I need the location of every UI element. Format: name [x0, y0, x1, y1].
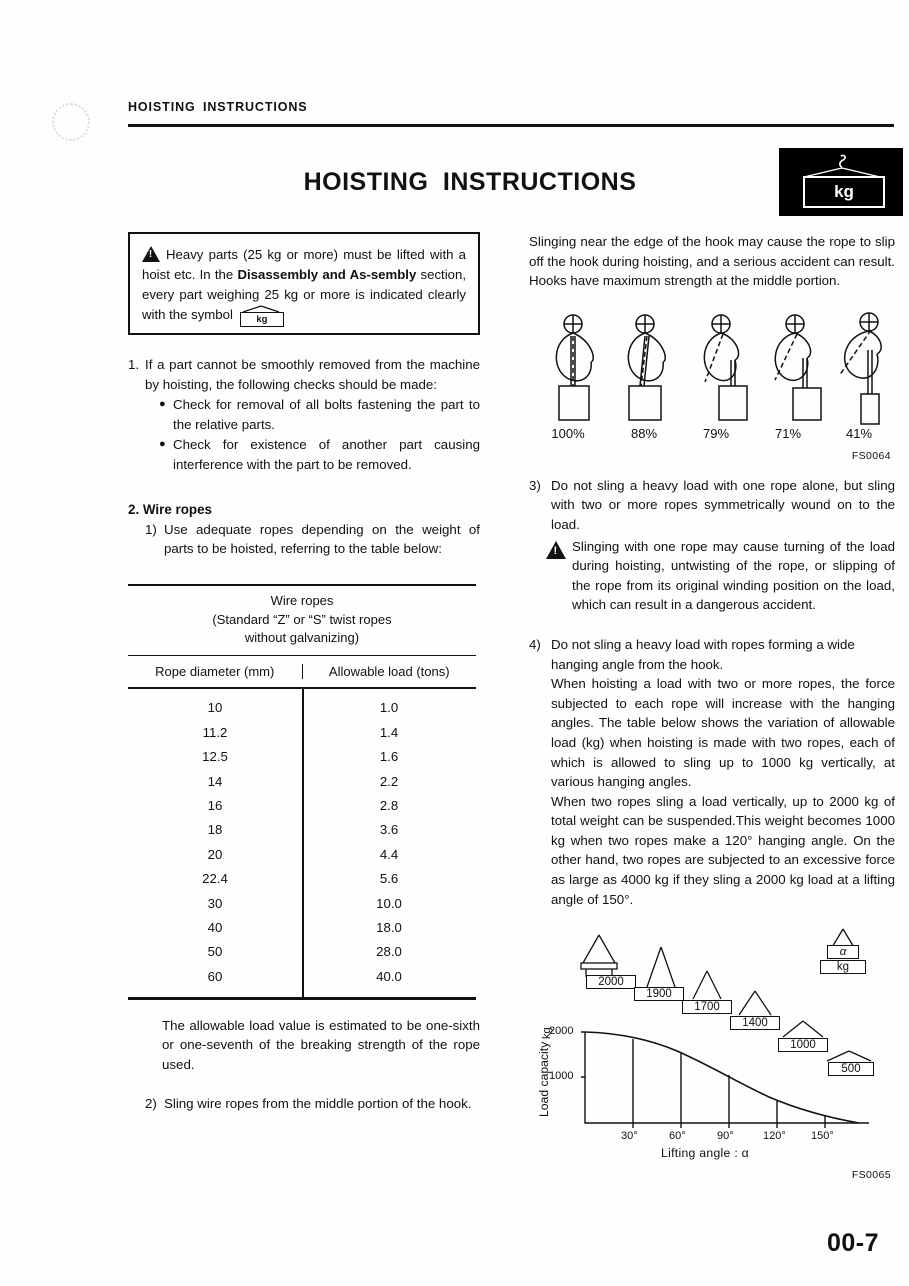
warning-text-part1: Heavy parts (25 kg or more) must be lifted with a hoist etc. In the [142, 247, 466, 282]
list-item-4-para-2: When hoisting a load with two or more ropes, the force subjected to each rope will increase with the hanging angles. The table below shows the variation of allowable load (kg) when hoisting is made with two ropes, each of which is allowed to sling up to 1000 kg vertically, at various hanging angles. [551, 676, 895, 790]
inline-kg-symbol [237, 305, 285, 325]
cell-diameter: 18 [207, 822, 223, 838]
load-capacity-chart [529, 927, 895, 1182]
legend-angle-label: α [827, 945, 859, 959]
page-title: HOISTING INSTRUCTIONS [303, 168, 637, 196]
one-rope-warning [529, 537, 895, 615]
legend-unit-label: kg [820, 960, 866, 974]
cell-diameter: 14 [207, 773, 223, 789]
sub-item-2-1-number: 1) [145, 521, 157, 537]
kg-badge-label: kg [803, 176, 885, 208]
warning-bold-1: Disassembly and As- [237, 267, 371, 282]
hook-percent-label: 41% [845, 425, 873, 441]
list-item-1-number: 1. [128, 357, 140, 372]
figure-code-fs0064: FS0064 [851, 449, 891, 462]
cell-load: 5.6 [379, 871, 399, 887]
cell-load: 2.2 [379, 773, 399, 789]
load-label-30deg: 1900 [634, 987, 684, 1001]
warning-triangle-icon [142, 246, 160, 262]
cell-diameter: 10 [207, 700, 223, 716]
table-column-divider [302, 689, 304, 997]
list-item-4-number: 4) [529, 636, 541, 652]
warning-triangle-icon-2 [546, 537, 572, 615]
figure-code-fs0065: FS0065 [851, 1169, 891, 1182]
x-tick-150: 150° [811, 1130, 834, 1143]
load-label-90deg: 1400 [730, 1016, 780, 1030]
table-caption-line-1: Wire ropes [270, 593, 334, 609]
load-label-120deg: 1000 [778, 1038, 828, 1052]
bullet-item [159, 395, 480, 434]
load-label-0deg: 2000 [586, 975, 636, 989]
intro-paragraph: Slinging near the edge of the hook may cause the rope to slip off the hook during hoisting, and a serious accident can result. Hooks have maximum strength at the middle portion. [529, 234, 895, 289]
bullet-dot-icon: ● [159, 398, 166, 411]
cell-diameter: 60 [207, 968, 223, 984]
cell-load: 1.4 [379, 724, 399, 740]
list-item-4 [529, 635, 895, 909]
table-column-header-diameter: Rope diameter (mm) [128, 664, 303, 679]
bullet-item [159, 435, 480, 474]
cell-load: 1.6 [379, 749, 399, 765]
table-caption-line-3: without galvanizing) [244, 630, 360, 646]
table-column-header-load: Allowable load (tons) [328, 664, 450, 680]
y-axis-title: Load capacity [537, 1042, 551, 1118]
y-axis-unit: kg [541, 1027, 553, 1040]
right-column [529, 232, 895, 1182]
cell-load: 40.0 [376, 968, 402, 984]
x-tick-120: 120° [763, 1130, 786, 1143]
sub-item-2-1 [128, 520, 480, 559]
sub-item-2-2 [128, 1094, 480, 1114]
one-rope-warning-text: Slinging with one rope may cause turning of the load during hoisting, untwisting of the rope, or slipping of the rope from its original winding position on the load, which can result in a dangerous accident. [572, 538, 895, 613]
x-tick-30: 30° [621, 1130, 638, 1143]
hook-percent-label: 71% [774, 425, 802, 441]
cell-diameter: 11.2 [202, 724, 228, 740]
cell-diameter: 40 [207, 920, 223, 936]
list-item-4-para-1: Do not sling a heavy load with ropes forming a wide hanging angle from the hook. [551, 636, 855, 672]
cell-load: 4.4 [379, 846, 399, 862]
sub-item-2-1-text: Use adequate ropes depending on the weight of parts to be hoisted, referring to the table below: [164, 521, 480, 557]
sub-item-2-2-number: 2) [145, 1096, 157, 1112]
table-rule-bottom [128, 997, 476, 999]
table-caption-line-2: (Standard “Z” or “S” twist ropes [212, 611, 392, 627]
bullet-text: Check for removal of all bolts fastening the part to the relative parts. [173, 397, 480, 432]
list-item-1-text: If a part cannot be smoothly removed from the machine by hoisting, the following checks should be made: [145, 357, 480, 392]
cell-load: 2.8 [379, 798, 399, 814]
load-label-150deg: 500 [828, 1062, 874, 1076]
section-2-heading [128, 502, 480, 517]
hook-strength-figure [529, 304, 895, 462]
cell-diameter: 16 [207, 798, 223, 814]
y-tick-1000: 1000 [549, 1070, 574, 1083]
cell-load: 18.0 [376, 920, 402, 936]
list-item-3 [529, 476, 895, 535]
section-2-number: 2. [128, 501, 140, 517]
hook-percent-label: 79% [702, 425, 730, 441]
inline-kg-label: kg [240, 312, 284, 327]
warning-text-part2: section, every part weighing 25 kg or more is indicated clearly with the symbol [142, 267, 466, 322]
table-body [128, 689, 476, 997]
cell-diameter: 30 [207, 895, 223, 911]
header-rule [128, 124, 894, 127]
kg-symbol-badge [779, 148, 903, 216]
cell-diameter: 20 [207, 846, 223, 862]
x-tick-60: 60° [669, 1130, 686, 1143]
bullet-text: Check for existence of another part causing interference with the part to be removed. [173, 437, 480, 472]
x-tick-90: 90° [717, 1130, 734, 1143]
list-item-3-text: Do not sling a heavy load with one rope alone, but sling with two or more ropes symmetrically wound on to the load. [551, 477, 895, 532]
scan-artifact-smudge [52, 103, 90, 141]
wire-rope-table [128, 584, 476, 1000]
cell-load: 10.0 [376, 895, 402, 911]
cell-diameter: 12.5 [202, 749, 228, 765]
cell-diameter: 22.4 [202, 871, 228, 887]
list-item-1-bullets [145, 395, 480, 474]
list-item-3-number: 3) [529, 477, 541, 493]
heavy-parts-warning-box [128, 232, 480, 335]
section-2-title: Wire ropes [142, 501, 212, 517]
allowable-load-note: The allowable load value is estimated to be one-sixth or one-seventh of the breaking strength of the rope used. [162, 1017, 480, 1072]
left-column [128, 232, 480, 1114]
cell-load: 1.0 [379, 700, 399, 716]
bullet-dot-icon: ● [159, 438, 166, 451]
x-axis-title: Lifting angle : α [661, 1146, 750, 1161]
hook-percent-label: 100% [551, 425, 585, 441]
hook-percent-label: 88% [630, 425, 658, 441]
cell-load: 28.0 [376, 944, 402, 960]
cell-load: 3.6 [379, 822, 399, 838]
table-header-row [128, 656, 476, 687]
table-caption [128, 586, 476, 655]
sub-item-2-2-text: Sling wire ropes from the middle portion of the hook. [164, 1096, 472, 1112]
list-item-1 [128, 355, 480, 475]
y-tick-2000: 2000 [549, 1025, 574, 1038]
warning-bold-2: sembly [370, 267, 417, 282]
load-label-60deg: 1700 [682, 1000, 732, 1014]
list-item-4-para-3: When two ropes sling a load vertically, up to 2000 kg of total weight can be suspended.This weight becomes 1000 kg when two ropes make a 120° hanging angle. On the other hand, two ropes are subjected to an excessive force as large as 4000 kg if they sling a 2000 kg load at a lifting angle of 150°. [551, 793, 895, 907]
cell-diameter: 50 [207, 944, 223, 960]
page-number: 00-7 [826, 1229, 879, 1257]
running-header: HOISTING INSTRUCTIONS [128, 100, 308, 114]
